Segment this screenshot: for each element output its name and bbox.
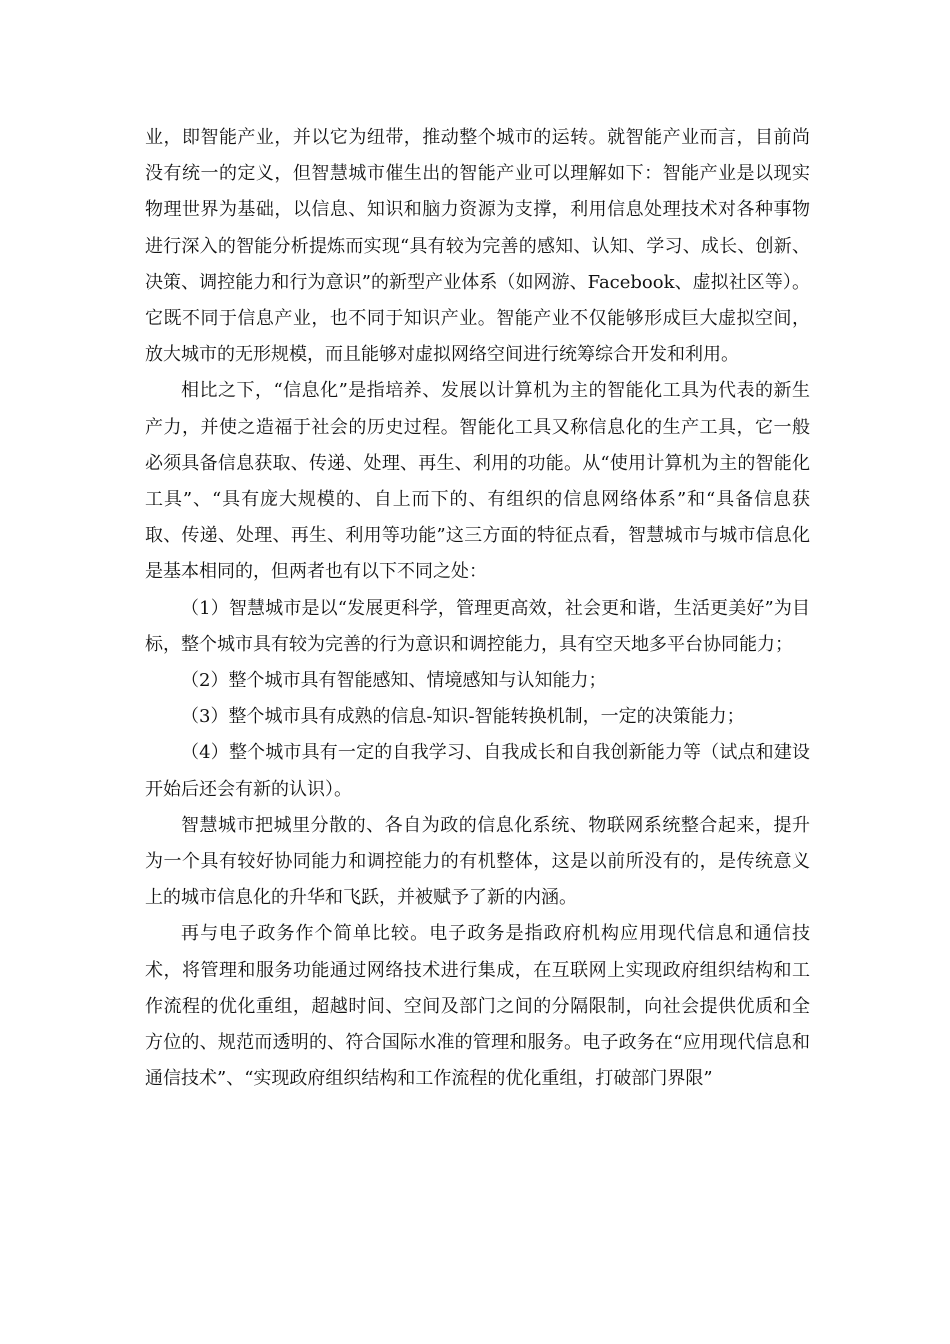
- paragraph-intelligent-industry: 业，即智能产业，并以它为纽带，推动整个城市的运转。就智能产业而言，目前尚没有统一的定义，但智慧城市催生出的智能产业可以理解如下：智能产业是以现实物理世界为基础，以信息、知识和脑力资源为支撑，利用信息处理技术对各种事物进行深入的智能分析提炼而实现“具有较为完善的感知、认知、学习、成长、创新、决策、调控能力和行为意识”的新型产业体系（如网游、Facebook、虚拟社区等）。它既不同于信息产业，也不同于知识产业。智能产业不仅能够形成巨大虚拟空间，放大城市的无形规模，而且能够对虚拟网络空间进行统筹综合开发和利用。: [145, 127, 810, 366]
- list-item-4: （4）整个城市具有一定的自我学习、自我成长和自我创新能力等（试点和建设开始后还会有新的认识）。: [145, 742, 810, 800]
- list-item-2: （2）整个城市具有智能感知、情境感知与认知能力；: [181, 670, 607, 692]
- paragraph-e-government: 再与电子政务作个简单比较。电子政务是指政府机构应用现代信息和通信技术，将管理和服务功能通过网络技术进行集成，在互联网上实现政府组织结构和工作流程的优化重组，超越时间、空间及部门之间的分隔限制，向社会提供优质和全方位的、规范而透明的、符合国际水准的管理和服务。电子政务在“应用现代信息和通信技术”、“实现政府组织结构和工作流程的优化重组，打破部门界限”: [145, 923, 810, 1090]
- list-item-3: （3）整个城市具有成熟的信息-知识-智能转换机制，一定的决策能力；: [181, 706, 745, 728]
- list-item-1: （1）智慧城市是以“发展更科学，管理更高效，社会更和谐，生活更美好”为目标，整个城市具有较为完善的行为意识和调控能力，具有空天地多平台协同能力；: [145, 597, 810, 655]
- paragraph-integration: 智慧城市把城里分散的、各自为政的信息化系统、物联网系统整合起来，提升为一个具有较好协同能力和调控能力的有机整体，这是以前所没有的，是传统意义上的城市信息化的升华和飞跃，并被赋予了新的内涵。: [145, 814, 810, 909]
- document-body: [145, 120, 810, 1097]
- paragraph-informatization: 相比之下，“信息化”是指培养、发展以计算机为主的智能化工具为代表的新生产力，并使之造福于社会的历史过程。智能化工具又称信息化的生产工具，它一般必须具备信息获取、传递、处理、再生、利用的功能。从“使用计算机为主的智能化工具”、“具有庞大规模的、自上而下的、有组织的信息网络体系”和“具备信息获取、传递、处理、再生、利用等功能”这三方面的特征点看，智慧城市与城市信息化是基本相同的，但两者也有以下不同之处：: [145, 380, 810, 583]
